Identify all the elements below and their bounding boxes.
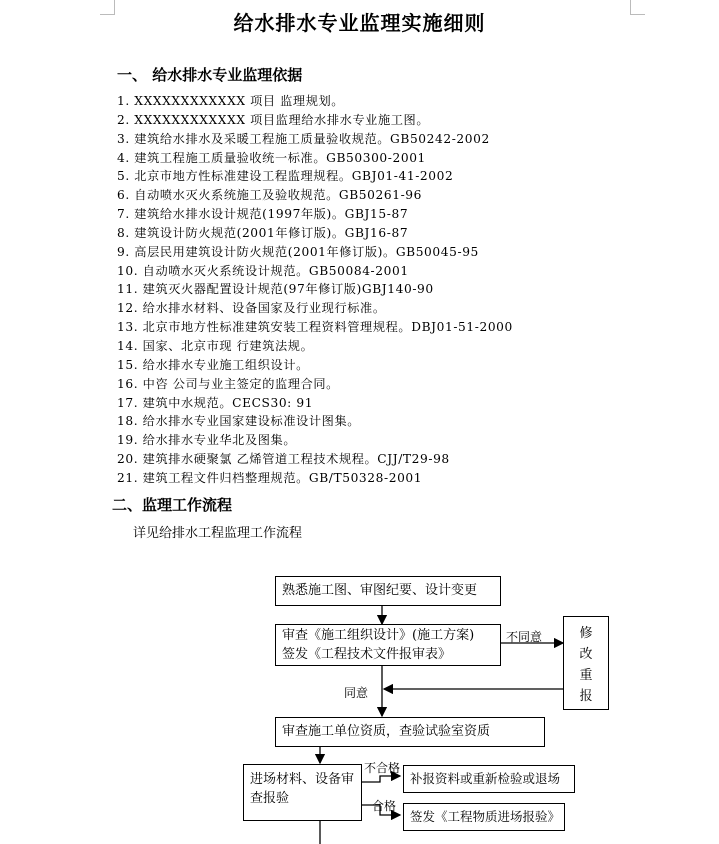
label-agree: 同意 xyxy=(344,686,369,700)
list-item: 2. XXXXXXXXXXXX 项目监理给水排水专业施工图。 xyxy=(117,112,430,127)
list-item: 19. 给水排水专业华北及图集。 xyxy=(117,433,297,448)
list-item: 4. 建筑工程施工质量验收统一标准。GB50300-2001 xyxy=(117,150,426,165)
list-item: 1. XXXXXXXXXXXX 项目 监理规划。 xyxy=(117,94,345,108)
document-title: 给水排水专业监理实施细则 xyxy=(233,11,486,35)
label-disagree: 不同意 xyxy=(506,630,543,644)
flow-step-pass-action: 签发《工程物质进场报验》 xyxy=(403,803,565,831)
list-item: 5. 北京市地方性标准建设工程监理规程。GBJ01-41-2002 xyxy=(117,169,454,184)
list-item: 8. 建筑设计防火规范(2001年修订版)。GBJ16-87 xyxy=(117,225,409,240)
flow-step-review-construction-plan xyxy=(275,624,501,666)
flow-step-revise-resubmit xyxy=(563,616,609,710)
list-item: 21. 建筑工程文件归档整理规范。GB/T50328-2001 xyxy=(117,470,423,485)
flow-step-line: 签发《工程技术文件报审表》 xyxy=(282,647,452,662)
arrow-fail xyxy=(362,776,400,782)
workflow-intro-text: 详见给排水工程监理工作流程 xyxy=(133,526,303,541)
flow-step-material-inspection: 进场材料、设备审查报验 xyxy=(243,764,362,821)
label-pass: 合格 xyxy=(372,799,397,813)
list-item: 18. 给水排水专业国家建设标准设计图集。 xyxy=(117,414,361,429)
revise-label: 修改重报 xyxy=(579,626,593,704)
list-item: 10. 自动喷水灭火系统设计规范。GB50084-2001 xyxy=(117,263,409,278)
list-item: 16. 中咨 公司与业主签定的监理合同。 xyxy=(117,376,339,391)
flow-step-line: 审查《施工组织设计》(施工方案) xyxy=(282,628,475,643)
flow-step-review-qualifications: 审查施工单位资质，查验试验室资质 xyxy=(275,717,545,747)
list-item: 12. 给水排水材料、设备国家及行业现行标准。 xyxy=(117,301,386,316)
list-item: 3. 建筑给水排水及采暖工程施工质量验收规范。GB50242-2002 xyxy=(117,131,490,146)
list-item: 15. 给水排水专业施工组织设计。 xyxy=(117,357,309,372)
list-item: 14. 国家、北京市现 行建筑法规。 xyxy=(117,338,314,353)
list-item: 17. 建筑中水规范。CECS30: 91 xyxy=(117,395,314,410)
section-heading-workflow: 二、监理工作流程 xyxy=(112,496,233,514)
list-item: 20. 建筑排水硬聚氯 乙烯管道工程技术规程。CJJ/T29-98 xyxy=(117,452,450,467)
list-item: 13. 北京市地方性标准建筑安装工程资料管理规程。DBJ01-51-2000 xyxy=(117,320,513,335)
flow-step-fail-action: 补报资料或重新检验或退场 xyxy=(403,765,575,793)
flow-step-review-drawings: 熟悉施工图、审图纪要、设计变更 xyxy=(275,576,501,606)
label-fail: 不合格 xyxy=(364,761,401,775)
list-item: 9. 高层民用建筑设计防火规范(2001年修订版)。GB50045-95 xyxy=(117,244,479,259)
list-item: 6. 自动喷水灭火系统施工及验收规范。GB50261-96 xyxy=(117,188,422,203)
list-item: 7. 建筑给水排水设计规范(1997年版)。GBJ15-87 xyxy=(117,207,409,222)
list-item: 11. 建筑灭火器配置设计规范(97年修订版)GBJ140-90 xyxy=(117,282,434,297)
section-heading-basis: 一、 给水排水专业监理依据 xyxy=(117,66,303,84)
